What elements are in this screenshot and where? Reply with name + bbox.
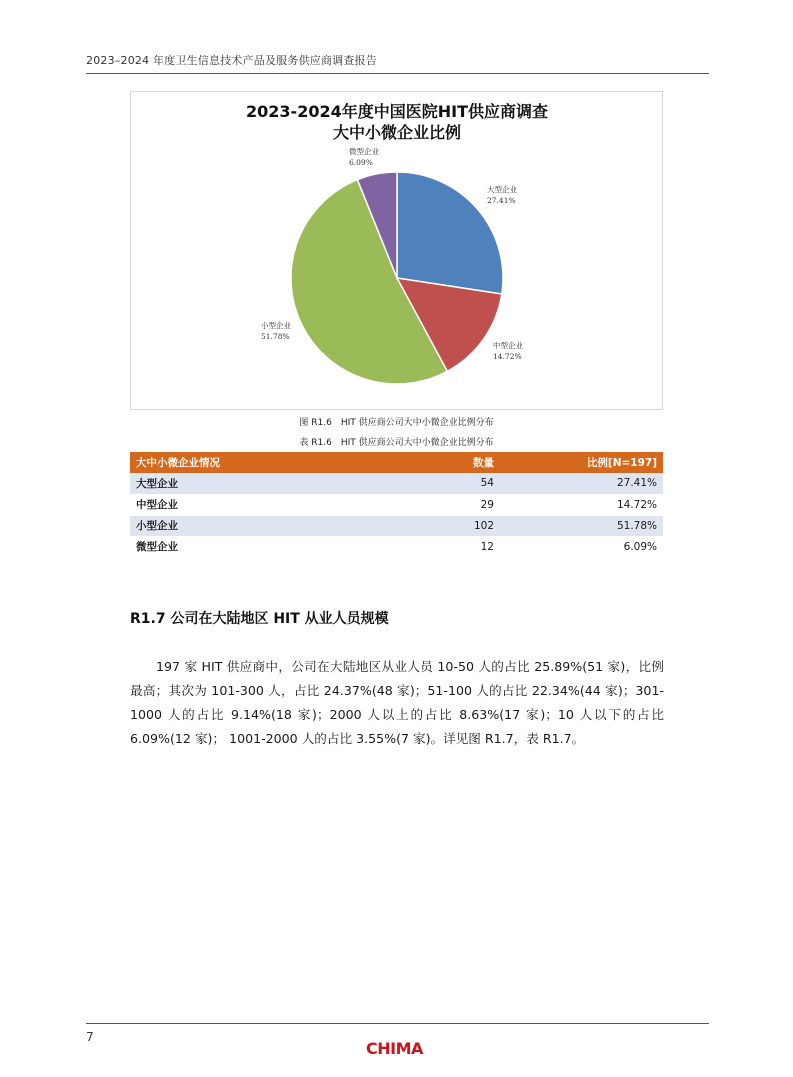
header-ratio: 比例[N=197] xyxy=(500,452,663,473)
slice-category-label: 微型企业 xyxy=(349,147,379,156)
section-heading: R1.7 公司在大陆地区 HIT 从业人员规模 xyxy=(130,611,389,627)
row-category: 微型企业 xyxy=(130,536,430,557)
row-count: 54 xyxy=(430,473,500,494)
row-ratio: 51.78% xyxy=(500,515,663,536)
row-count: 102 xyxy=(430,515,500,536)
pie-slices xyxy=(291,172,503,384)
slice-category-label: 小型企业 xyxy=(261,321,291,330)
table-header-row xyxy=(130,452,663,473)
row-category: 中型企业 xyxy=(130,494,430,515)
enterprise-size-table xyxy=(130,452,663,558)
table-row xyxy=(130,494,663,515)
running-header: 2023–2024 年度卫生信息技术产品及服务供应商调查报告 xyxy=(86,54,377,67)
header-divider xyxy=(86,73,709,74)
chima-logo: CHIMA xyxy=(366,1039,423,1058)
pie-chart xyxy=(130,91,663,410)
figure-caption: 图 R1.6 HIT 供应商公司大中小微企业比例分布 xyxy=(299,418,494,428)
page-number: 7 xyxy=(86,1030,94,1044)
table-row xyxy=(130,536,663,557)
table-caption: 表 R1.6 HIT 供应商公司大中小微企业比例分布 xyxy=(299,438,494,448)
slice-category-label: 中型企业 xyxy=(493,341,523,350)
row-ratio: 27.41% xyxy=(500,473,663,494)
pie-chart-svg xyxy=(131,92,664,411)
body-paragraph: 197 家 HIT 供应商中，公司在大陆地区从业人员 10-50 人的占比 25.89%(51 家)，比例最高；其次为 101-300 人，占比 24.37%(48 家)；51-100 人的占比 22.34%(44 家)；301-1000 人的占比 9.14%(18 家)；2000 人以上的占比 8.63%(17 家)；10 人以下的占比 6.09%(12 家)； 1001-2000 人的占比 3.55%(7 家)。详见图 R1.7，表 R1.7。 xyxy=(130,659,664,746)
row-category: 大型企业 xyxy=(130,473,430,494)
slice-value-label: 6.09% xyxy=(349,158,373,167)
chart-title-line2: 大中小微企业比例 xyxy=(332,123,462,142)
row-count: 12 xyxy=(430,536,500,557)
header-category: 大中小微企业情况 xyxy=(130,452,430,473)
row-ratio: 14.72% xyxy=(500,494,663,515)
row-category: 小型企业 xyxy=(130,515,430,536)
footer-divider xyxy=(86,1023,709,1024)
table-row xyxy=(130,473,663,494)
slice-value-label: 51.78% xyxy=(261,332,290,341)
chart-title-line1: 2023-2024年度中国医院HIT供应商调查 xyxy=(246,102,548,121)
slice-category-label: 大型企业 xyxy=(487,185,517,194)
header-count: 数量 xyxy=(430,452,500,473)
slice-value-label: 27.41% xyxy=(487,196,516,205)
row-count: 29 xyxy=(430,494,500,515)
slice-value-label: 14.72% xyxy=(493,352,522,361)
table-row xyxy=(130,515,663,536)
row-ratio: 6.09% xyxy=(500,536,663,557)
